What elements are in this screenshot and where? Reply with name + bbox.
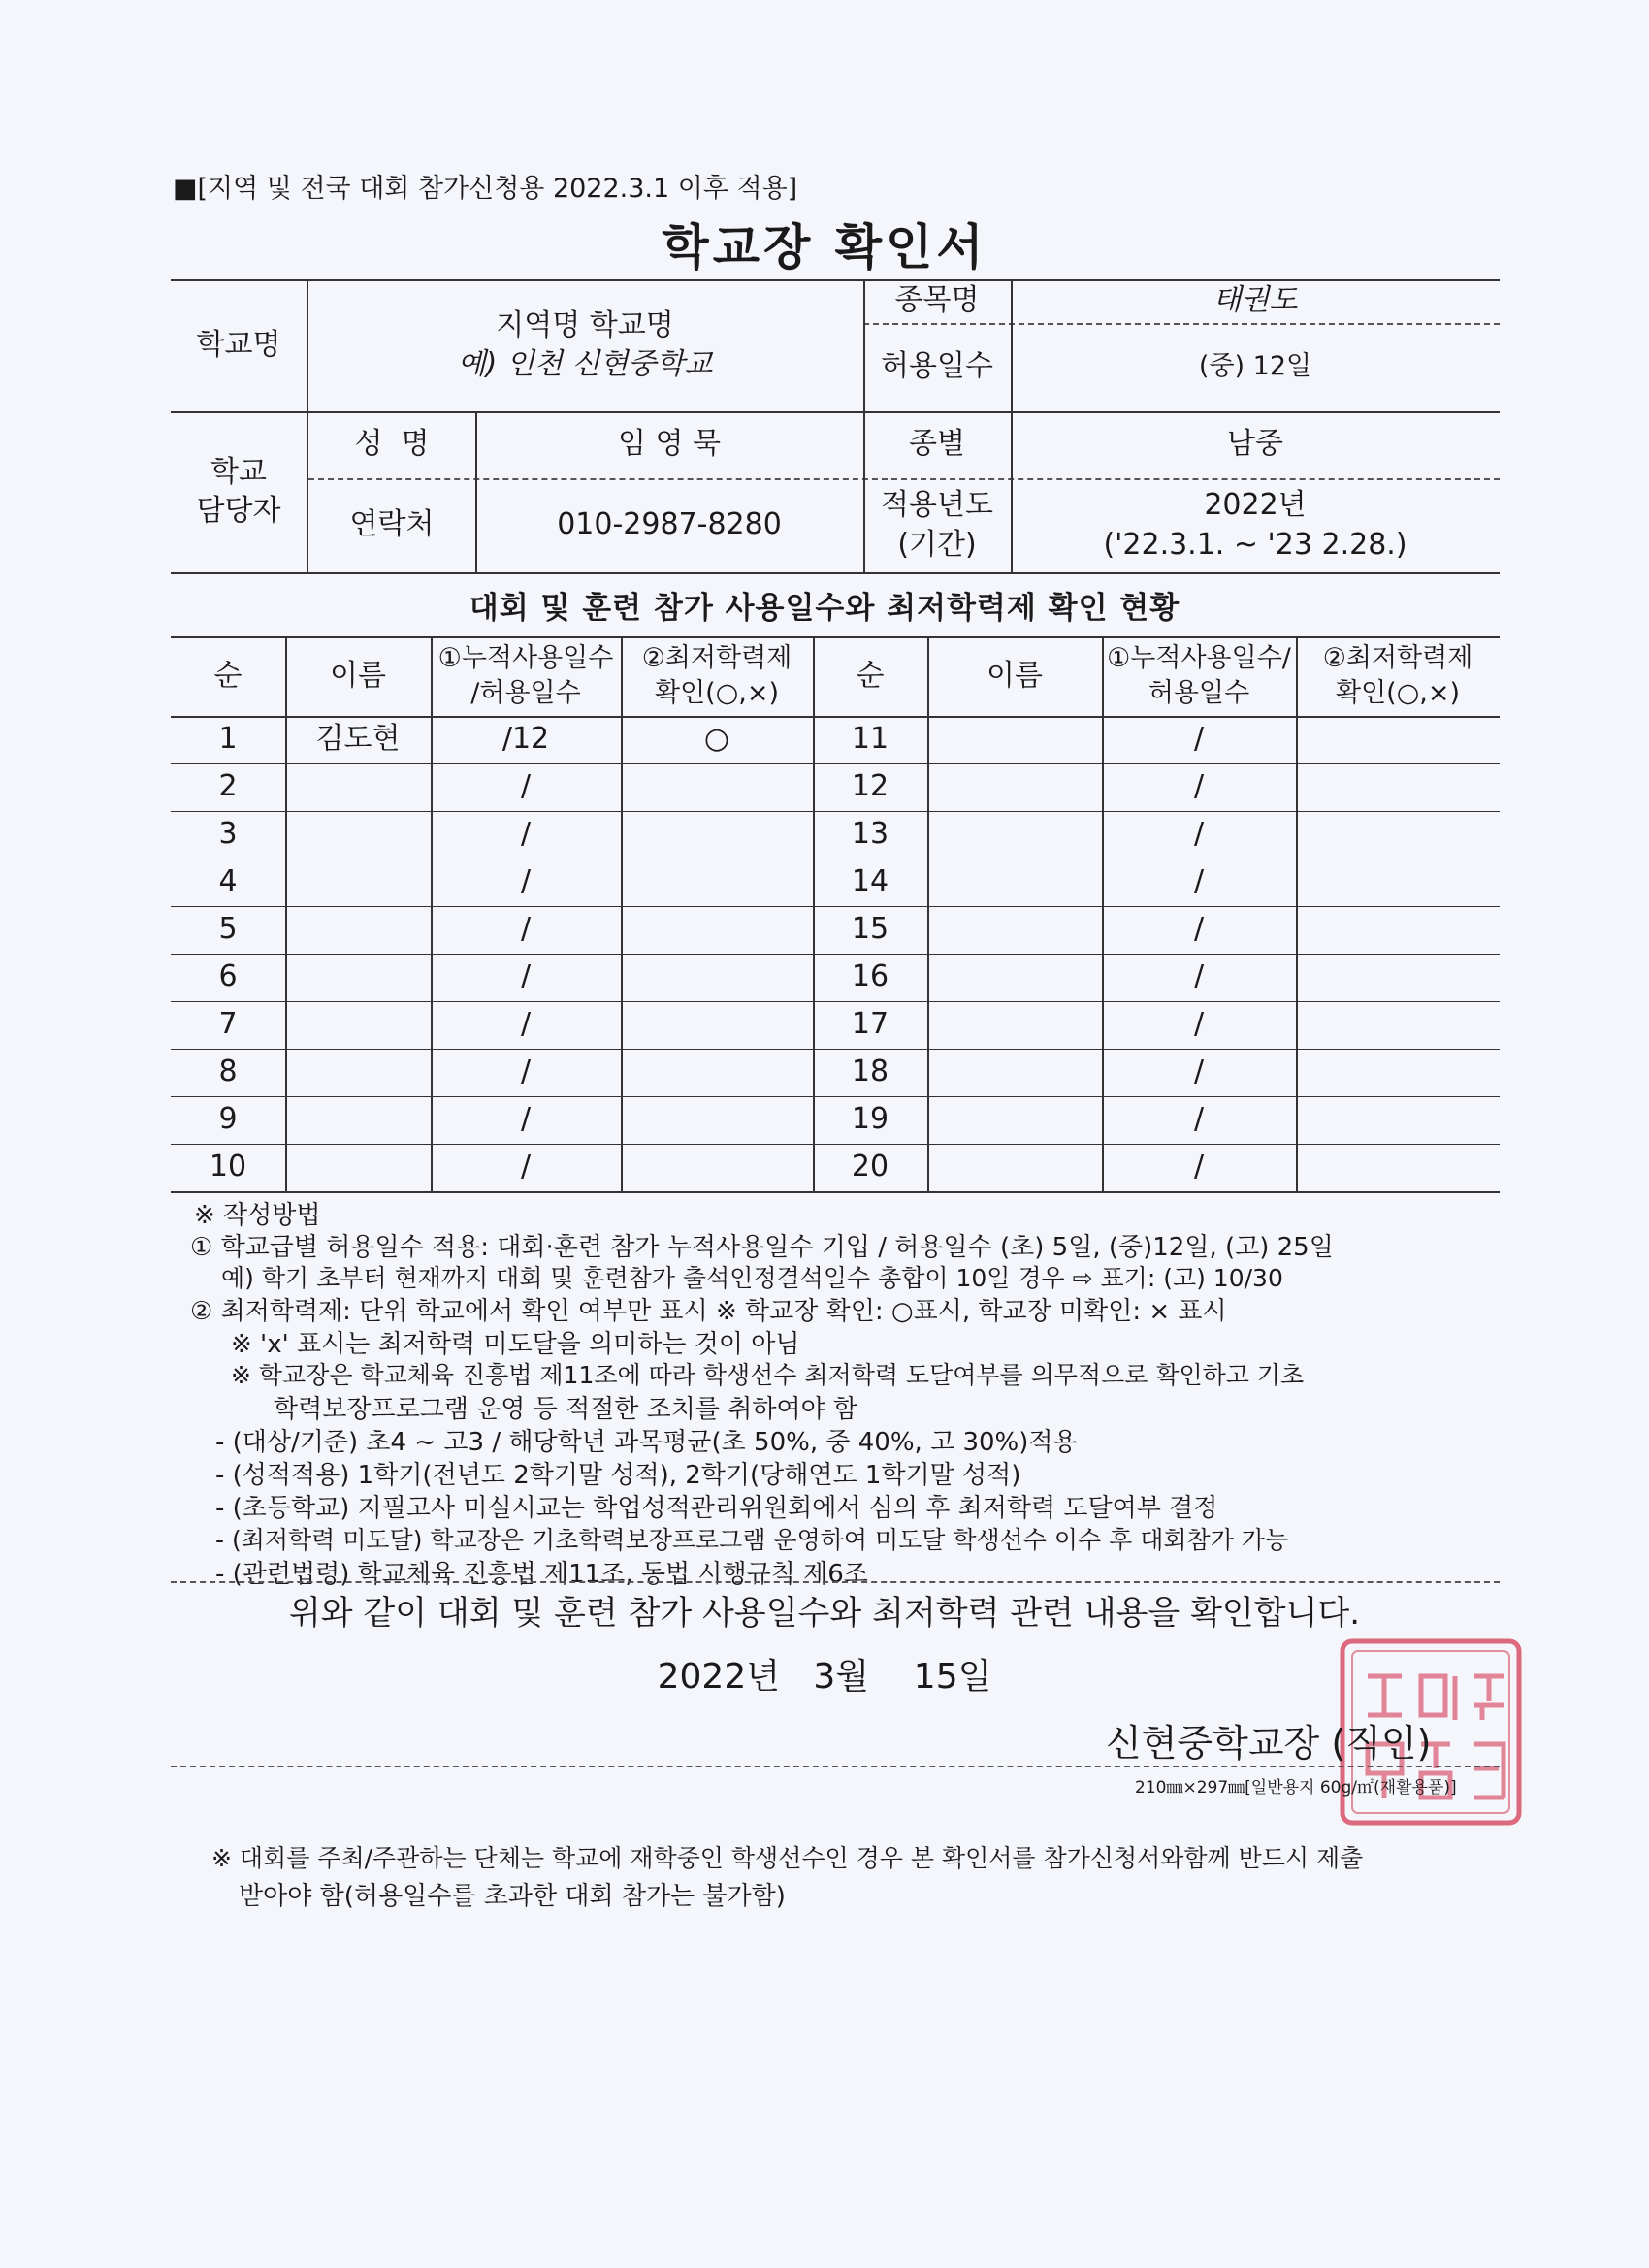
table-cell-days: / [1193, 817, 1205, 852]
table-cell-no: 20 [851, 1150, 889, 1184]
header-days-right [1102, 636, 1296, 716]
confirm-text: 위와 같이 대회 및 훈련 참가 사용일수와 최저학력 관련 내용을 확인합니다. [288, 1594, 1361, 1633]
header-no: 순 [213, 658, 242, 693]
note-4b: 학력보장프로그램 운영 등 적절한 조치를 취하여야 함 [274, 1395, 858, 1424]
table-bottom-border [171, 1191, 1500, 1193]
signature-divider [171, 1766, 1500, 1767]
detail-1: - (대상/기준) 초4 ~ 고3 / 해당학년 과목평균(초 50%, 중 40%, 고 30%)적용 [215, 1428, 1078, 1457]
table-cell-no: 9 [218, 1102, 238, 1137]
table-cell-name [285, 1001, 431, 1049]
table-cell-days: / [1193, 1102, 1205, 1137]
table-cell-days: /12 [501, 722, 550, 757]
header-check-right-line1: ②최저학력제 [1322, 642, 1473, 673]
header-days [431, 636, 621, 716]
header-name: 이름 [330, 658, 386, 693]
table-cell-no: 11 [851, 722, 889, 757]
table-cell-name [927, 1001, 1102, 1049]
table-cell-check [1296, 1096, 1500, 1144]
page-title: 학교장 확인서 [662, 219, 987, 275]
table-cell-days: / [1193, 769, 1205, 804]
table-cell-no: 8 [218, 1054, 238, 1089]
footer-line1: ※ 대회를 주최/주관하는 단체는 학교에 재학중인 학생선수인 경우 본 확인서를 참가신청서와함께 반드시 제출 [211, 1844, 1364, 1872]
table-cell-check [621, 1049, 813, 1096]
manager-label [171, 411, 307, 572]
header-name-right: 이름 [986, 658, 1043, 693]
table-cell-check [621, 906, 813, 954]
table-cell-days: / [1193, 912, 1205, 947]
table-cell-days: / [1193, 722, 1205, 757]
header-no-right: 순 [856, 658, 885, 693]
table-cell-days: / [1193, 959, 1205, 994]
table-cell-name [927, 1144, 1102, 1191]
section-title: 대회 및 훈련 참가 사용일수와 최저학력제 확인 현황 [469, 590, 1180, 626]
notes-heading: ※ 작성방법 [194, 1201, 321, 1230]
table-cell-name [927, 1096, 1102, 1144]
table-cell-check [1296, 859, 1500, 906]
table-cell-name [285, 1049, 431, 1096]
table-cell-no: 16 [851, 959, 889, 994]
header-check-right [1296, 636, 1500, 716]
table-cell-days: / [520, 959, 532, 994]
table-cell-days: / [1193, 1054, 1205, 1089]
gender-label: 종별 [909, 427, 965, 462]
table-cell-name [285, 954, 431, 1001]
table-cell-no: 13 [851, 817, 889, 852]
table-cell-days: / [520, 864, 532, 899]
school-value-line2: 예) 인천 신현중학교 [457, 347, 713, 381]
school-value-line1: 지역명 학교명 [496, 308, 674, 342]
table-cell-check [621, 1096, 813, 1144]
header-check-right-line2: 확인(○,×) [1336, 678, 1460, 708]
year-label-line1: 적용년도 [881, 488, 993, 522]
table-cell-name [285, 763, 431, 811]
header-note: ■[지역 및 전국 대회 참가신청용 2022.3.1 이후 적용] [173, 174, 798, 204]
year-value-line1: 2022년 [1204, 488, 1307, 522]
table-cell-days: / [1193, 1007, 1205, 1042]
table-cell-check [621, 763, 813, 811]
note-3: ※ 'x' 표시는 최저학력 미도달을 의미하는 것이 아님 [231, 1330, 800, 1359]
table-cell-name: 김도현 [315, 722, 401, 757]
table-cell-days: / [520, 1102, 532, 1137]
table-cell-check [1296, 811, 1500, 859]
contact-value: 010-2987-8280 [557, 507, 782, 542]
table-cell-no: 3 [218, 817, 238, 852]
table-cell-check: ○ [703, 722, 730, 757]
allowed-days-value: (중) 12일 [1198, 351, 1312, 382]
table-cell-days: / [1193, 1150, 1205, 1184]
table-cell-check [1296, 763, 1500, 811]
allowed-days-label: 허용일수 [881, 349, 993, 384]
table-cell-days: / [520, 817, 532, 852]
table-cell-check [621, 1001, 813, 1049]
table-cell-check [1296, 1144, 1500, 1191]
table-cell-check [1296, 1049, 1500, 1096]
table-cell-no: 10 [209, 1150, 247, 1184]
table-cell-check [1296, 906, 1500, 954]
year-label-line2: (기간) [897, 527, 977, 562]
table-cell-no: 2 [218, 769, 238, 804]
table-cell-no: 18 [851, 1054, 889, 1089]
footer-line2: 받아야 함(허용일수를 초과한 대회 참가는 불가함) [239, 1882, 786, 1911]
table-cell-name [927, 859, 1102, 906]
contact-label: 연락처 [349, 507, 435, 542]
table-cell-no: 19 [851, 1102, 889, 1137]
table-cell-check [621, 1144, 813, 1191]
table-cell-check [621, 859, 813, 906]
table-cell-name [927, 811, 1102, 859]
header-check [621, 636, 813, 716]
table-cell-name [927, 1049, 1102, 1096]
year-label [863, 478, 1011, 572]
table-cell-no: 6 [218, 959, 238, 994]
sport-value: 태권도 [1212, 283, 1298, 318]
date-text: 2022년 3월 15일 [657, 1657, 992, 1697]
header-days-right-line2: 허용일수 [1148, 678, 1250, 708]
detail-2: - (성적적용) 1학기(전년도 2학기말 성적), 2학기(당해연도 1학기말 성적) [215, 1461, 1021, 1490]
detail-3: - (초등학교) 지필고사 미실시교는 학업성적관리위원회에서 심의 후 최저학력 도달여부 결정 [215, 1494, 1218, 1523]
table-cell-name [285, 859, 431, 906]
table-cell-name [927, 716, 1102, 763]
table-cell-check [1296, 1001, 1500, 1049]
table-cell-check [1296, 954, 1500, 1001]
detail-4: - (최저학력 미도달) 학교장은 기초학력보장프로그램 운영하여 미도달 학생선수 이수 후 대회참가 가능 [215, 1526, 1289, 1554]
table-cell-no: 1 [218, 722, 238, 757]
table-cell-days: / [520, 769, 532, 804]
table-cell-days: / [520, 1150, 532, 1184]
table-cell-check [621, 954, 813, 1001]
table-cell-days: / [520, 1054, 532, 1089]
table-cell-days: / [520, 912, 532, 947]
note-2: ② 최저학력제: 단위 학교에서 확인 여부만 표시 ※ 학교장 확인: ○표시, 학교장 미확인: × 표시 [190, 1297, 1227, 1326]
header-check-line1: ②최저학력제 [641, 642, 792, 673]
detail-5: - (관련법령) 학교체육 진흥법 제11조, 동법 시행규칙 제6조 [215, 1560, 868, 1589]
table-cell-no: 17 [851, 1007, 889, 1042]
table-cell-check [1296, 716, 1500, 763]
note-1a: ① 학교급별 허용일수 적용: 대회·훈련 참가 누적사용일수 기입 / 허용일수 (초) 5일, (중)12일, (고) 25일 [190, 1233, 1334, 1262]
manager-label-line2: 담당자 [196, 494, 281, 528]
gender-value: 남중 [1227, 427, 1283, 462]
table-cell-no: 7 [218, 1007, 238, 1042]
note-4a: ※ 학교장은 학교체육 진흥법 제11조에 따라 학생선수 최저학력 도달여부를 의무적으로 확인하고 기초 [231, 1361, 1305, 1389]
signature-line: 신현중학교장 (직인) [1106, 1722, 1432, 1765]
table-cell-check [621, 811, 813, 859]
paper-spec: 210㎜×297㎜[일반용지 60g/㎡(재활용품)] [1135, 1778, 1457, 1798]
year-value [1011, 478, 1500, 572]
header-days-line2: /허용일수 [470, 678, 581, 708]
name-label: 성 명 [354, 427, 430, 462]
header-check-line2: 확인(○,×) [655, 678, 779, 708]
header-days-right-line1: ①누적사용일수/ [1107, 642, 1291, 673]
table-cell-days: / [520, 1007, 532, 1042]
name-value: 임 영 묵 [617, 427, 721, 462]
notes-divider [171, 1581, 1500, 1583]
table-cell-no: 14 [851, 864, 889, 899]
table-cell-name [927, 954, 1102, 1001]
table-cell-no: 12 [851, 769, 889, 804]
note-1b: 예) 학기 초부터 현재까지 대회 및 훈련참가 출석인정결석일수 총합이 10일 경우 ⇨ 표기: (고) 10/30 [221, 1264, 1283, 1292]
year-value-line2: ('22.3.1. ~ '23 2.28.) [1103, 527, 1407, 562]
table-cell-no: 15 [851, 912, 889, 947]
table-cell-name [285, 1096, 431, 1144]
table-cell-no: 5 [218, 912, 238, 947]
table-cell-name [927, 763, 1102, 811]
table-cell-name [927, 906, 1102, 954]
table-cell-days: / [1193, 864, 1205, 899]
table-cell-name [285, 811, 431, 859]
table-cell-name [285, 1144, 431, 1191]
table-cell-name [285, 906, 431, 954]
sport-label: 종목명 [894, 283, 980, 318]
table-cell-no: 4 [218, 864, 238, 899]
school-label: 학교명 [196, 327, 281, 362]
header-days-line1: ①누적사용일수 [437, 642, 614, 673]
school-value [307, 279, 863, 411]
manager-label-line1: 학교 [210, 454, 267, 489]
